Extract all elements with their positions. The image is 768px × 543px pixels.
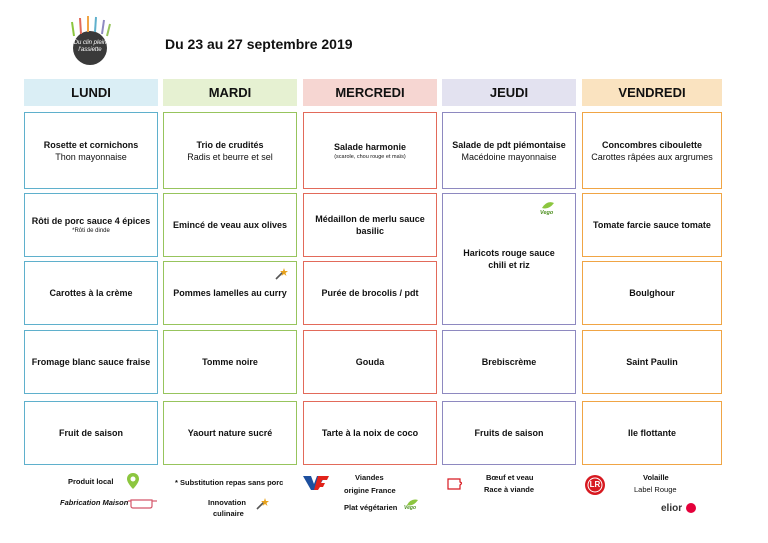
brand-name: elior [661,503,683,514]
mardi-cheese: Tomme noire [202,357,258,367]
menu-cell-mardi-dessert [163,401,297,465]
legend-innovation-line2: culinaire [213,509,244,518]
lundi-dish-main: Rôti de porc sauce 4 épices [31,215,151,226]
mercredi-cheese: Gouda [355,357,385,367]
legend-boeuf-line2: Race à viande [484,485,535,494]
menu-cell-jeudi-starter [442,112,576,189]
menu-cell-lundi-dessert [24,401,158,465]
vendredi-starter-main: Concombres ciboulette [601,139,702,150]
legend-volaille-line2: Label Rouge [634,485,677,494]
menu-cell-jeudi-cheese [442,330,576,394]
legend-boeuf-line1: Bœuf et veau [486,473,534,482]
menu-cell-vendredi-side [582,261,722,325]
mercredi-dish: Médaillon de merlu sauce basilic [315,214,425,236]
vendredi-dessert: Ile flottante [627,428,676,438]
legend-vegetarian-label: Plat végétarien [344,503,398,512]
magic-wand-icon [274,267,288,281]
cooking-pot-icon [128,497,158,509]
menu-cell-mardi-dish [163,193,297,257]
menu-cell-mercredi-cheese [303,330,437,394]
day-header-lundi: LUNDI [24,79,158,106]
lundi-cheese: Fromage blanc sauce fraise [31,357,151,367]
menu-cell-lundi-side [24,261,158,325]
day-header-vendredi: VENDREDI [582,79,722,106]
menu-cell-mardi-side [163,261,297,325]
lundi-side: Carottes à la crème [49,288,133,298]
menu-cell-lundi-cheese [24,330,158,394]
mercredi-side: Purée de brocolis / pdt [321,288,419,298]
jeudi-starter-sub: Macédoine mayonnaise [461,151,557,162]
lundi-starter-sub: Thon mayonnaise [55,151,127,162]
mercredi-starter-note: (scarole, chou rouge et maïs) [334,153,406,160]
jeudi-dish-side: Haricots rouge sauce chili et riz [463,248,555,270]
jeudi-cheese: Brebiscrème [481,357,537,367]
mardi-starter-main: Trio de crudités [196,139,264,150]
beef-icon [446,476,464,492]
viande-france-badge [303,476,329,490]
label-rouge-badge-text: LR [589,480,601,489]
mardi-starter-sub: Radis et beurre et sel [187,151,273,162]
vf-logo-icon [303,476,329,490]
jeudi-starter-main: Salade de pdt piémontaise [452,139,566,150]
mercredi-dessert: Tarte à la noix de coco [321,428,419,438]
logo [58,14,122,66]
mardi-side: Pommes lamelles au curry [173,288,287,298]
menu-cell-mercredi-dish [303,193,437,257]
menu-cell-jeudi-dessert [442,401,576,465]
mardi-dish: Emincé de veau aux olives [172,220,288,230]
menu-cell-mercredi-side [303,261,437,325]
lundi-starter-main: Rosette et cornichons [43,139,139,150]
mardi-dessert: Yaourt nature sucré [187,428,273,438]
lundi-dessert: Fruit de saison [58,428,123,438]
map-pin-icon [126,472,140,490]
page-title: Du 23 au 27 septembre 2019 [165,36,353,52]
lundi-dish-alt: *Rôti de dinde [72,227,110,234]
brand-logo [661,503,696,514]
menu-cell-jeudi-dish [442,193,576,325]
menu-cell-vendredi-dish [582,193,722,257]
menu-cell-lundi-starter [24,112,158,189]
vendredi-side: Boulghour [629,288,675,298]
legend-substitution-label: * Substitution repas sans porc [175,478,284,487]
magic-wand-legend-icon [255,497,269,511]
vegetarian-badge [539,200,561,216]
logo-text: Du clin plein l'assiette [73,40,107,53]
legend-volaille-line1: Volaille [643,473,669,482]
mercredi-starter-main: Salade harmonie [333,141,407,152]
menu-cell-vendredi-starter [582,112,722,189]
label-rouge-badge [584,474,606,496]
brand-dot-icon [686,503,696,513]
menu-cell-mercredi-starter [303,112,437,189]
menu-cell-vendredi-dessert [582,401,722,465]
day-header-mercredi: MERCREDI [303,79,437,106]
menu-cell-lundi-dish [24,193,158,257]
vendredi-dish: Tomate farcie sauce tomate [593,220,711,230]
legend-innovation-line1: Innovation [208,498,246,507]
vegetarian-legend-badge-label: Vego [404,505,417,511]
legend-fabrication-label: Fabrication Maison [60,498,129,507]
legend-viandes-line1: Viandes [355,473,384,482]
menu-cell-mercredi-dessert [303,401,437,465]
jeudi-dessert: Fruits de saison [474,428,544,438]
vegetarian-legend-badge [404,498,422,512]
menu-cell-mardi-starter [163,112,297,189]
legend-local-label: Produit local [68,477,114,486]
day-header-mardi: MARDI [163,79,297,106]
vegetarian-badge-label: Vego [540,210,554,216]
vf-badge-label [303,476,304,477]
day-header-jeudi: JEUDI [442,79,576,106]
vendredi-cheese: Saint Paulin [626,357,678,367]
vendredi-starter-sub: Carottes râpées aux argrumes [591,151,713,162]
menu-cell-mardi-cheese [163,330,297,394]
legend-viandes-line2: origine France [344,486,396,495]
menu-cell-vendredi-cheese [582,330,722,394]
